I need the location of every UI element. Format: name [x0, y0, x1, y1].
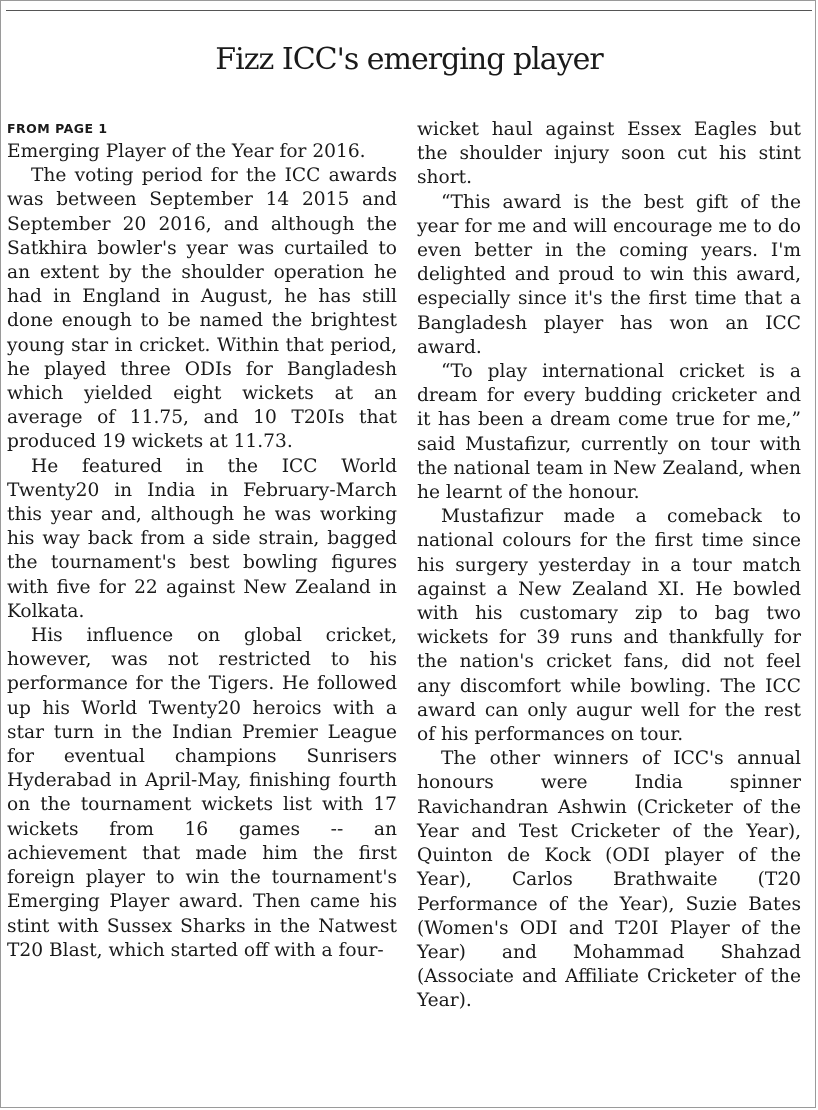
- article-column-left: [7, 118, 397, 963]
- paragraph: “To play international cricket is a dream for every budding cricketer and it has been a dream come true for me,” said Mustafizur, currently on tour with the national team in New Zealand, when he learnt of the honour.: [417, 361, 801, 504]
- paragraph: Emerging Player of the Year for 2016.: [7, 141, 366, 162]
- paragraph: wicket haul against Essex Eagles but the shoulder injury soon cut his stint short.: [417, 119, 801, 189]
- article-column-right: [417, 118, 801, 1014]
- paragraph: His influence on global cricket, however, was not restricted to his performance for the Tigers. He followed up his World Twenty20 heroics with a star turn in the Indian Premier League for eventual champions Sunrisers Hyderabad in April-May, finishing fourth on the tournament wickets list with 17 wickets from 16 games -- an achievement that made him the first foreign player to win the tournament's Emerging Player award. Then came his stint with Sussex Sharks in the Natwest T20 Blast, which started off with a four-: [7, 625, 397, 961]
- paragraph: “This award is the best gift of the year for me and will encourage me to do even better in the coming years. I'm delighted and proud to win this award, especially since it's the first time that a Bangladesh player has won an ICC award.: [417, 191, 801, 358]
- paragraph: He featured in the ICC World Twenty20 in India in February-March this year and, although he was working his way back from a side strain, bagged the tournament's best bowling figures with five for 22 against New Zealand in Kolkata.: [7, 455, 397, 622]
- paragraph: The other winners of ICC's annual honours were India spinner Ravichandran Ashwin (Cricketer of the Year and Test Cricketer of the Year), Quinton de Kock (ODI player of the Year), Carlos Brathwaite (T20 Performance of the Year), Suzie Bates (Women's ODI and T20I Player of the Year) and Mohammad Shahzad (Associate and Affiliate Cricketer of the Year).: [417, 748, 801, 1012]
- top-rule: [6, 10, 812, 11]
- paragraph: Mustafizur made a comeback to national colours for the first time since his surgery yesterday in a tour match against a New Zealand XI. He bowled with his customary zip to bag two wickets for 39 runs and thankfully for the nation's cricket fans, did not feel any discomfort while bowling. The ICC award can only augur well for the rest of his performances on tour.: [417, 506, 801, 746]
- paragraph: The voting period for the ICC awards was between September 14 2015 and September 20 2016, and although the Satkhira bowler's year was curtailed to an extent by the shoulder operation he had in England in August, he has still done enough to be named the brightest young star in cricket. Within that period, he played three ODIs for Bangladesh which yielded eight wickets at an average of 11.75, and 10 T20Is that produced 19 wickets at 11.73.: [7, 165, 397, 453]
- kicker: FROM PAGE 1: [7, 121, 108, 136]
- headline: Fizz ICC's emerging player: [215, 42, 603, 77]
